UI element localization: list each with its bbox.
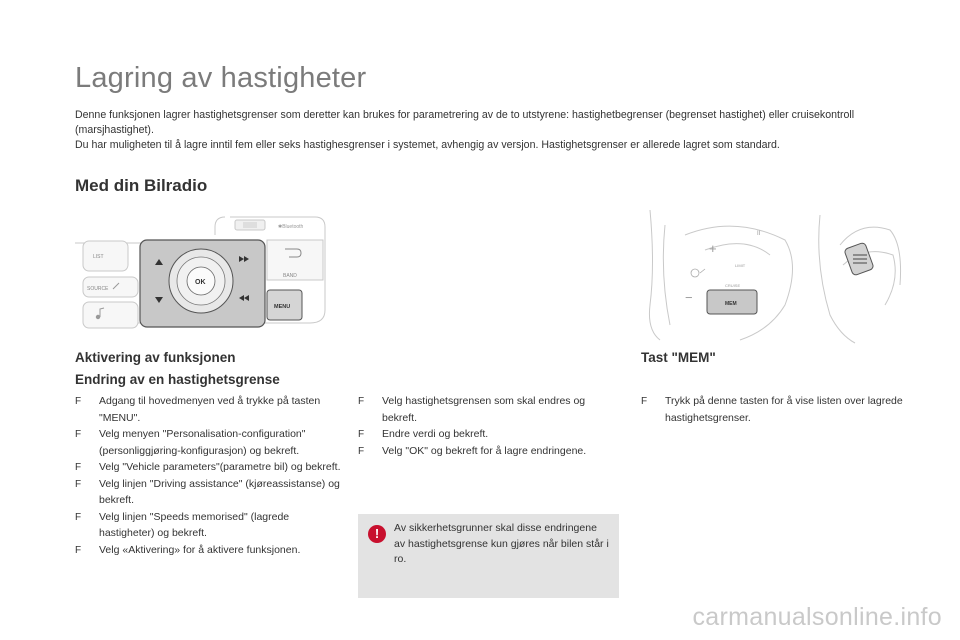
bullet-icon: F <box>75 511 82 523</box>
bullet-icon: F <box>75 478 82 490</box>
radio-panel-illustration <box>75 205 337 330</box>
list-item: F Velg "OK" og bekreft for å lagre endringene. <box>358 443 613 460</box>
bullet-icon: F <box>358 445 365 457</box>
bullet-icon: F <box>358 396 365 407</box>
bullet-icon: F <box>358 429 365 440</box>
plus-label: + <box>709 241 717 256</box>
bluetooth-icon: ✱Bluetooth <box>278 224 304 230</box>
list-item: F Velg linjen "Speeds memorised" (lagrede hastigheter) og bekreft. <box>75 510 290 539</box>
list-item: F Velg «Aktivering» for å aktivere funksjonen. <box>75 542 345 559</box>
watermark: carmanualsonline.info <box>692 603 942 631</box>
band-label: BAND <box>283 273 297 279</box>
list-item: F Adgang til hovedmenyen ved å trykke på tasten "MENU". <box>75 395 321 424</box>
steering-wheel-illustration <box>645 205 905 345</box>
bullet-icon: F <box>75 462 82 473</box>
list-item: F Velg linjen "Driving assistance" (kjøreassistanse) og bekreft. <box>75 477 340 506</box>
list-item: F Velg menyen "Personalisation-configuration" (personliggjøring-konfigurasjon) og bekreft. <box>75 428 306 457</box>
bullet-icon: F <box>75 544 82 556</box>
intro-paragraph-1: Denne funksjonen lagrer hastighetsgrenser som deretter kan brukes for parametrering av de to utstyrene: hastighetbegrenser (begrenset hastighet) eller cruisekontroll (marsjhastighet). <box>75 109 855 136</box>
list-item: F Endre verdi og bekreft. <box>358 426 613 443</box>
heading-activation: Aktivering av funksjonen <box>75 350 236 365</box>
warning-icon: ! <box>368 525 386 543</box>
left-steps-list <box>75 393 345 558</box>
bullet-icon: F <box>75 396 82 407</box>
ok-label: OK <box>195 279 206 286</box>
minus-label: − <box>685 290 693 305</box>
section-heading: Med din Bilradio <box>75 176 208 195</box>
intro-paragraph-2: Du har muligheten til å lagre inntil fem eller seks hastighesgrenser i systemet, avhengig av versjon. Hastighetsgrenser er allerede lagret som standard. <box>75 139 780 151</box>
limit-label: LIMIT <box>735 263 746 268</box>
intro-text <box>75 108 935 153</box>
mem-label: MEM <box>725 301 737 307</box>
warning-box <box>358 514 619 598</box>
right-steps-list <box>641 393 911 426</box>
cruise-label: CRUISE <box>725 283 741 288</box>
middle-steps-list <box>358 393 613 459</box>
heading-change: Endring av en hastighetsgrense <box>75 372 280 387</box>
bullet-icon: F <box>75 429 82 440</box>
menu-label: MENU <box>274 304 291 310</box>
page-title: Lagring av hastigheter <box>75 62 367 94</box>
source-label: SOURCE <box>87 286 109 292</box>
warning-text: Av sikkerhetsgrunner skal disse endringene av hastighetsgrense kun gjøres når bilen står i ro. <box>394 522 609 565</box>
list-item: F Trykk på denne tasten for å vise listen over lagrede hastighetsgrenser. <box>641 395 903 424</box>
speed-limit-icon <box>691 269 705 277</box>
heading-mem-key: Tast "MEM" <box>641 350 716 365</box>
bullet-icon: F <box>641 396 648 407</box>
list-item: F Velg "Vehicle parameters"(parametre bil) og bekreft. <box>75 459 345 476</box>
list-label: LIST <box>93 254 104 260</box>
list-item: F Velg hastighetsgrensen som skal endres og bekreft. <box>358 395 586 424</box>
pause-label: II <box>757 231 761 237</box>
